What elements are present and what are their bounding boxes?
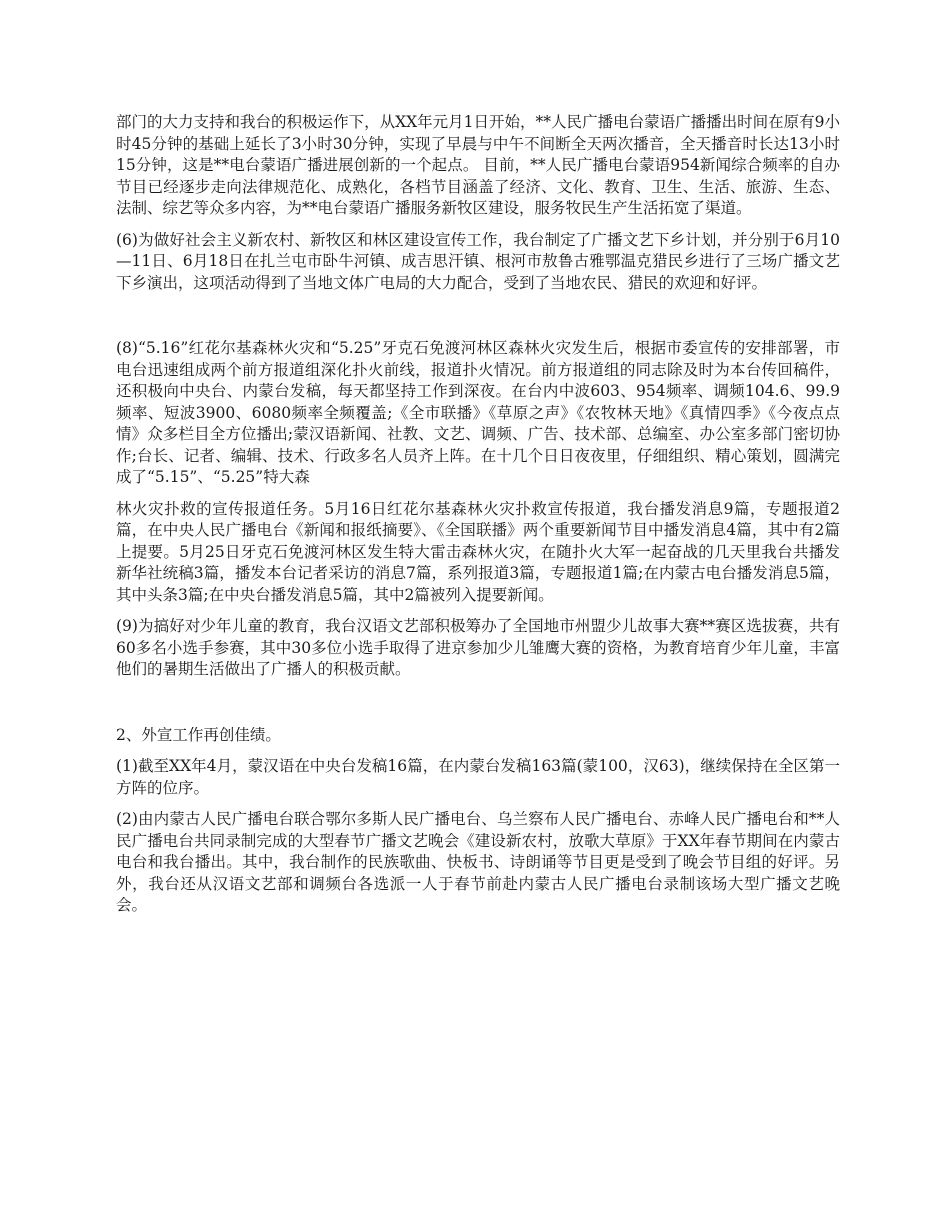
paragraph-gap (116, 681, 840, 725)
paragraph-mongolian-broadcast: 部门的大力支持和我台的积极运作下，从XX年元月1日开始，**人民广播电台蒙语广播播出时间在原有9小时45分钟的基础上延长了3小时30分钟，实现了早晨与中午不间断全天两次播音，全天播音时长达13小时15分钟，这是**电台蒙语广播进展创新的一个起点。 目前，**人民广播电台蒙语954新闻综合频率的自办节目已经逐步走向法律规范化、成熟化，各档节目涵盖了经济、文化、教育、卫生、生活、旅游、生态、法制、综艺等众多内容，为**电台蒙语广播服务新牧区建设，服务牧民生产生活拓宽了渠道。 (116, 113, 840, 217)
document-page (116, 112, 840, 917)
paragraph-item-9: (9)为搞好对少年儿童的教育，我台汉语文艺部积极筹办了全国地市州盟少儿故事大赛**赛区选拔赛，共有60多名小选手参赛，其中30多位小选手取得了进京参加少儿雏鹰大赛的资格，为教育培育少年儿童，丰富他们的暑期生活做出了广播人的积极贡献。 (116, 617, 840, 678)
paragraph-gap (116, 294, 840, 338)
paragraph-item-8-continued: 林火灾扑救的宣传报道任务。5月16日红花尔基森林火灾扑救宣传报道，我台播发消息9篇，专题报道2篇，在中央人民广播电台《新闻和报纸摘要》、《全国联播》两个重要新闻节目中播发消息4篇，其中有2篇上提要。5月25日牙克石免渡河林区发生特大雷击森林火灾，在随扑火大军一起奋战的几天里我台共播发新华社统稿3篇，播发本台记者采访的消息7篇，系列报道3篇，专题报道1篇;在内蒙古电台播发消息5篇，其中头条3篇;在中央台播发消息5篇，其中2篇被列入提要新闻。 (116, 499, 840, 604)
paragraph-item-2: (2)由内蒙古人民广播电台联合鄂尔多斯人民广播电台、乌兰察布人民广播电台、赤峰人民广播电台和**人民广播电台共同录制完成的大型春节广播文艺晚会《建设新农村，放歌大草原》于XX年春节期间在内蒙古电台和我台播出。其中，我台制作的民族歌曲、快板书、诗朗诵等节目更是受到了晚会节目组的好评。另外，我台还从汉语文艺部和调频台各选派一人于春节前赴内蒙古人民广播电台录制该场大型广播文艺晚会。 (116, 810, 840, 914)
paragraph-item-1: (1)截至XX年4月，蒙汉语在中央台发稿16篇，在内蒙台发稿163篇(蒙100，汉63)，继续保持在全区第一方阵的位序。 (116, 757, 840, 797)
section-heading-external-publicity: 2、外宣工作再创佳绩。 (116, 725, 281, 744)
paragraph-gap (116, 220, 840, 230)
paragraph-gap (116, 489, 840, 499)
paragraph-item-8: (8)“5.16”红花尔基森林火灾和“5.25”牙克石免渡河林区森林火灾发生后，根据市委宣传的安排部署，市电台迅速组成两个前方报道组深化扑火前线，报道扑火情况。前方报道组的同志除及时为本台传回稿件，还积极向中央台、内蒙台发稿，每天都坚持工作到深夜。在台内中波603、954频率、调频104.6、99.9频率、短波3900、6080频率全频覆盖;《全市联播》《草原之声》《农牧林天地》《真情四季》《今夜点点情》众多栏目全方位播出;蒙汉语新闻、社教、文艺、调频、广告、技术部、总编室、办公室多部门密切协作;台长、记者、编辑、技术、行政多名人员齐上阵。在十几个日日夜夜里，仔细组织、精心策划，圆满完成了“5.15”、“5.25”特大森 (116, 339, 840, 486)
paragraph-gap (116, 606, 840, 616)
paragraph-gap (116, 746, 840, 756)
paragraph-gap (116, 799, 840, 809)
paragraph-item-6: (6)为做好社会主义新农村、新牧区和林区建设宣传工作，我台制定了广播文艺下乡计划，并分别于6月10—11日、6月18日在扎兰屯市卧牛河镇、成吉思汗镇、根河市敖鲁古雅鄂温克猎民乡进行了三场广播文艺下乡演出，这项活动得到了当地文体广电局的大力配合，受到了当地农民、猎民的欢迎和好评。 (116, 230, 840, 292)
